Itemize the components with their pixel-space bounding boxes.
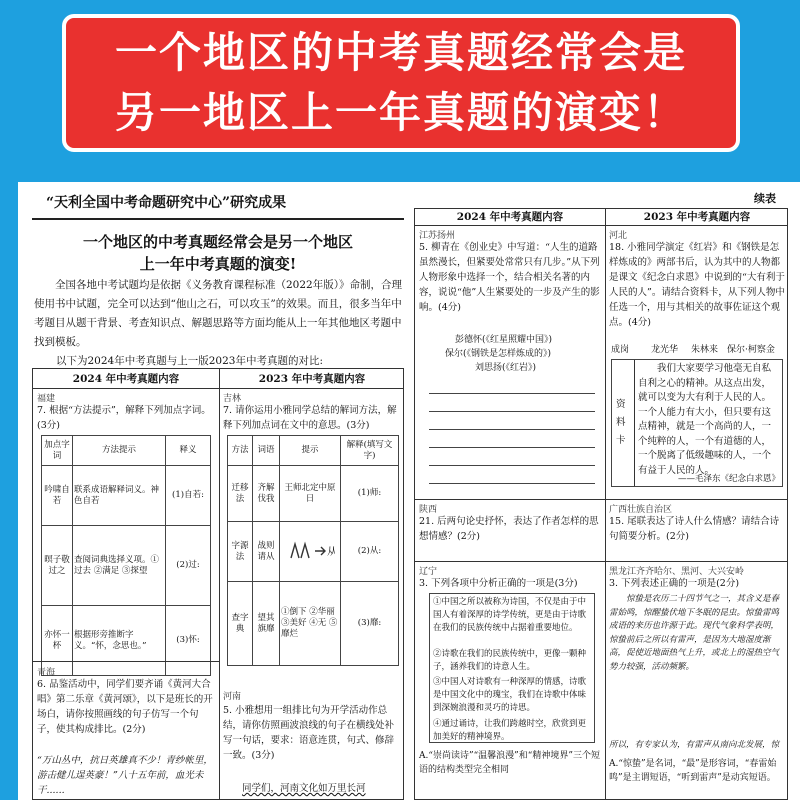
qinghai-question: 6. 品鉴活动中，同学们要齐诵《黄河大合唱》第二乐章《黄河颂》，以下是班长的开场白，请你按照画线的句子仿写一个句子，使其构成排比。(2分) [37,679,213,735]
guangxi-question: 15. 尾联表达了诗人什么情感？请结合诗句简要分析。(2分) [609,516,780,542]
answer-line[interactable] [429,429,595,430]
col-head-2024: 2024 年中考真题内容 [72,373,180,385]
jl-hint-2-glyph [280,522,341,582]
r-col-head-2023: 2023 年中考真题内容 [643,211,751,223]
fj-answer-2[interactable]: (2)过: [166,526,211,606]
oracle-glyph-icon [285,538,335,562]
heilongjiang-passage: 惊蛰是农历二十四节气之一，其含义是春雷始鸣，惊醒蛰伏地下冬眠的昆虫。惊蛰雷鸣成语的来历也许源于此。现代气象科学表明，惊蛰前后之所以有雷声，是因为大地湿度渐高，促使近地面热气上升，或北上的湿热空气势力较强，活动频繁。 [609,594,780,672]
jl-method-2: 字源法 [228,522,253,582]
answer-line[interactable] [429,393,595,394]
fj-answer-1[interactable]: (1)自若: [166,466,211,526]
fj-th-word: 加点字词 [42,436,73,466]
fj-hint-1: 联系成语解释词义。神色自若 [73,466,166,526]
region-heilongjiang: 黑龙江齐齐哈尔、黑河、大兴安岭 [609,567,745,577]
jiangsu-question: 5. 柳青在《创业史》中写道：“人生的道路虽然漫长，但紧要处常常只有几步。”从下列人物形象中选择一个，结合相关名著的内容，说说“他”人生紧要处的一步及产生的影响。(4分) [419,242,600,313]
hebei-name-1: 成岗 [611,345,630,355]
card-label: 资料卡 [616,399,626,446]
fj-word-2: 暝子敬过之 [42,526,73,606]
liaoning-passage [429,593,595,743]
region-qinghai: 青海 [37,668,56,678]
comparison-table [32,368,404,800]
fj-word-1: 吟啸自若 [42,466,73,526]
qinghai-text: “万山丛中，抗日英雄真不少！青纱帐里，游击健儿逞英豪！”八十五年前，血光未干...... [37,755,213,796]
fujian-method-table [41,435,211,676]
answer-line[interactable] [429,483,595,484]
fj-th-meaning: 释义 [166,436,211,466]
hebei-question: 18. 小雅同学演定《红岩》和《钢铁是怎样炼成的》两部书后，认为其中的人物都是课文《纪念白求恩》中说到的“大有利于人民的人”。请结合资料卡，从下列人物中任选一个，用与其相关的故事佐证这个观点。(4分) [609,242,785,328]
hebei-name-2: 龙光华 [651,345,679,355]
jl-th-hint: 提示 [280,436,341,466]
fj-word-3: 亦怀一杯 [42,606,73,676]
jl-answer-1[interactable]: (1)师: [341,466,399,522]
liaoning-option-4: ④通过诵诗，让我们跨越时空，欣赏到更加美好的精神境界。 [433,719,587,742]
right-page [414,182,790,800]
jl-word-3: 望其旗靡 [253,582,280,666]
data-card [611,359,783,487]
region-hebei: 河北 [609,231,628,241]
fj-answer-3[interactable]: (3)怀: [166,606,211,676]
fujian-question: 7. 根据“方法提示”，解释下列加点字词。(3分) [37,405,211,431]
intro-paragraph: 全国各地中考试题均是依据《义务教育课程标准（2022年版）》命制，合理使用书中试题，完全可以达到“他山之石，可以攻玉”的效果。而且，很多当年中考题目从题干背景、考查知识点、解题思路等方面均能从上一年其他地区考题中找到模板。 [34,279,402,348]
jiangsu-option-2: 保尔(《钢铁是怎样炼成的》) [445,349,552,359]
heilongjiang-option-a[interactable]: A.“惊蛰”是名词，“最”是形容词，“春雷始鸣”是主谓短语，“听到雷声”是动宾短语。 [609,759,777,783]
answer-line[interactable] [429,411,595,412]
jl-answer-3[interactable]: (3)靡: [341,582,399,666]
answer-line[interactable] [429,447,595,448]
continued-label: 续表 [754,192,776,205]
jl-th-explain: 解释(填写文字) [341,436,399,466]
jl-word-1: 齐解伐我 [253,466,280,522]
heilongjiang-question: 3. 下列表述正确的一项是(2分) [609,578,740,589]
liaoning-option-1: ①中国之所以被称为诗国，不仅是由于中国人有着深厚的诗学传统，更是由于诗歌在我们的民族传统中占据着重要地位。 [433,597,587,633]
henan-text: 同学们，河南文化如万里长河 [242,783,366,794]
col-head-2023: 2023 年中考真题内容 [258,373,366,385]
region-jiangsu: 江苏扬州 [419,231,456,241]
liaoning-option-2: ②诗歌在我们的民族传统中，更像一颗种子，涵养我们的诗意人生。 [433,649,587,672]
fj-hint-3: 根据形旁推断字义。“怀，念思也。” [73,606,166,676]
fj-hint-2: 查阅词典选择义项。①过去 ②满足 ③探望 [73,526,166,606]
doc-title-line-2: 上一年中考真题的演变! [139,255,297,273]
jl-method-1: 迁移法 [228,466,253,522]
heilongjiang-passage-2: 所以，有专家认为，有雷声从南向北发展，惊 [609,740,780,750]
fj-th-hint: 方法提示 [73,436,166,466]
svg-text:从: 从 [327,546,335,558]
jiangsu-option-3: 刘思扬(《红岩》) [475,363,537,373]
region-fujian: 福建 [37,394,56,404]
liaoning-option-a[interactable]: A.“崇尚读诗”“温馨浪漫”和“精神境界”三个短语的结构类型完全相同 [419,751,600,775]
region-liaoning: 辽宁 [419,567,438,577]
jiangsu-option-1: 彭德怀(《红星照耀中国》) [455,335,553,345]
region-henan: 河南 [223,692,242,702]
hebei-name-3: 朱林来 [691,345,719,355]
region-jilin: 吉林 [223,394,242,404]
compare-intro: 以下为2024年中考真题与上一版2023年中考真题的对比: [56,355,323,367]
doc-title-line-1: 一个地区的中考真题经常会是另一个地区 [82,233,353,251]
left-page [32,182,404,800]
jl-answer-2[interactable]: (2)从: [341,522,399,582]
exam-page [18,182,800,800]
comparison-table-right [414,208,788,800]
region-guangxi: 广西壮族自治区 [609,505,673,515]
shaanxi-question: 21. 后两句论史抒怀，表达了作者怎样的思想情感？(2分) [419,516,599,542]
title-banner [62,14,740,152]
jl-word-2: 战则请从 [253,522,280,582]
liaoning-question: 3. 下列各项中分析正确的一项是(3分) [419,578,578,589]
card-text: 我们大家要学习他毫无自私自利之心的精神。从这点出发，就可以变为大有利于人民的人。一个人能力有大小，但只要有这点精神，就是一个高尚的人，一个纯粹的人，一个有道德的人，一个脱离了低级趣味的人，一个有益于人民的人。 [638,363,772,476]
jl-th-method: 方法 [228,436,253,466]
card-source: ——毛泽东《纪念白求恩》 [678,474,781,484]
hebei-name-4: 保尔·柯察金 [727,345,775,355]
research-header: “天利全国中考命题研究中心”研究成果 [46,195,287,211]
region-shaanxi: 陕西 [419,505,438,515]
answer-line[interactable] [429,465,595,466]
jl-method-3: 查字典 [228,582,253,666]
banner-line-2: 另一地区上一年真题的演变！ [114,88,687,137]
henan-question: 5. 小雅想用一组排比句为开学活动作总结，请你仿照画波浪线的句子在横线处补写一句话，要求：语意连贯，句式、修辞一致。(3分) [223,705,395,761]
banner-line-1: 一个地区的中考真题经常会是 [114,28,687,77]
jl-hint-1: 王师北定中原日 [280,466,341,522]
jilin-method-table [227,435,399,666]
jilin-question: 7. 请你运用小雅同学总结的解词方法，解释下列加点词在文中的意思。(3分) [223,405,397,431]
header-rule [32,218,404,220]
r-col-head-2024: 2024 年中考真题内容 [456,211,564,223]
jl-hint-3: ①倒下 ②华丽 ③美好 ④无 ⑤靡烂 [280,582,341,666]
jl-th-word: 词语 [253,436,280,466]
liaoning-option-3: ③中国人对诗歌有一种深厚的情感，诗歌是中国文化中的瑰宝，我们在诗歌中体味到深婉浪漫和灵巧的诗思。 [433,677,587,713]
